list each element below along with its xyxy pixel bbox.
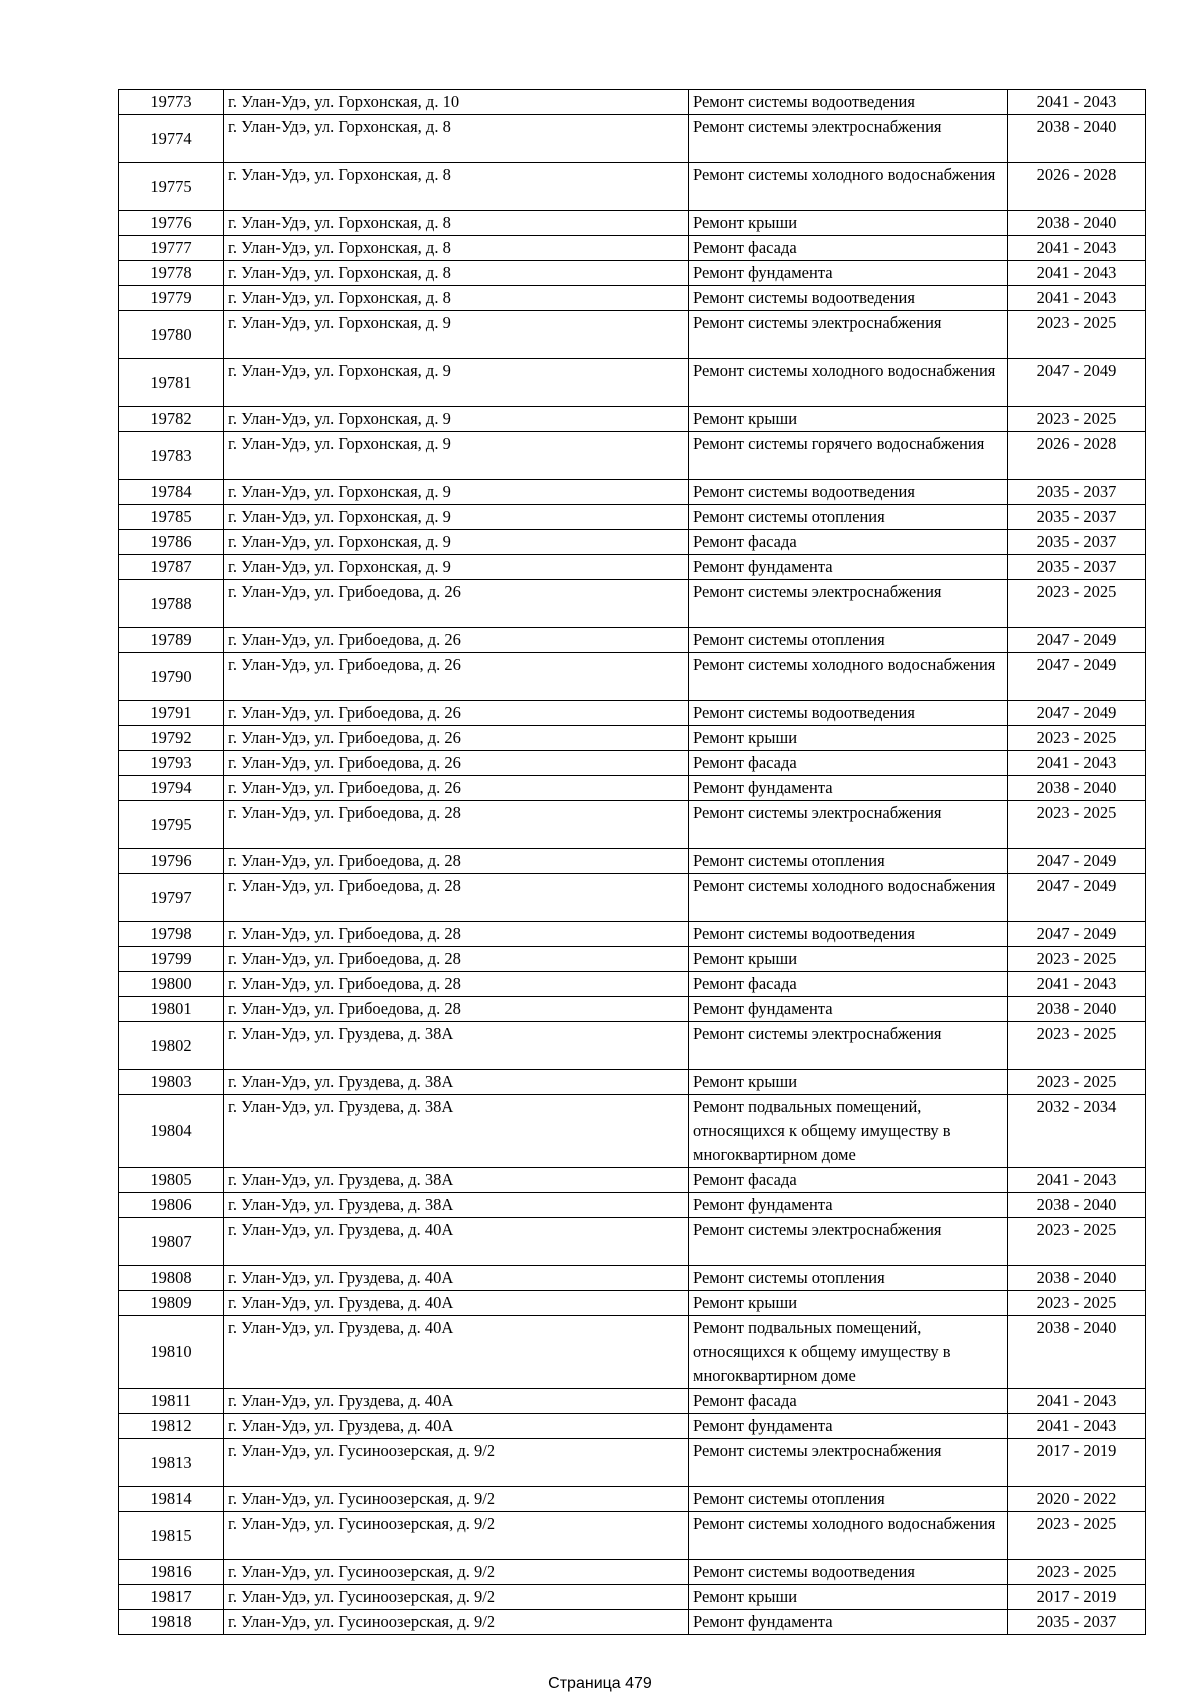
period-cell: 2035 - 2037 — [1008, 1610, 1146, 1635]
row-number: 19801 — [119, 997, 224, 1022]
work-type-cell: Ремонт системы холодного водоснабжения — [689, 1512, 1008, 1560]
period-cell: 2023 - 2025 — [1008, 1512, 1146, 1560]
address-cell: г. Улан-Удэ, ул. Гусиноозерская, д. 9/2 — [224, 1512, 689, 1560]
period-cell: 2041 - 2043 — [1008, 1389, 1146, 1414]
row-number: 19785 — [119, 505, 224, 530]
address-cell: г. Улан-Удэ, ул. Горхонская, д. 9 — [224, 311, 689, 359]
row-number: 19811 — [119, 1389, 224, 1414]
row-number: 19774 — [119, 115, 224, 163]
address-cell: г. Улан-Удэ, ул. Горхонская, д. 9 — [224, 505, 689, 530]
address-cell: г. Улан-Удэ, ул. Горхонская, д. 8 — [224, 115, 689, 163]
row-number: 19810 — [119, 1316, 224, 1389]
address-cell: г. Улан-Удэ, ул. Горхонская, д. 9 — [224, 359, 689, 407]
row-number: 19792 — [119, 726, 224, 751]
address-cell: г. Улан-Удэ, ул. Грибоедова, д. 28 — [224, 874, 689, 922]
period-cell: 2038 - 2040 — [1008, 776, 1146, 801]
address-cell: г. Улан-Удэ, ул. Горхонская, д. 8 — [224, 286, 689, 311]
period-cell: 2041 - 2043 — [1008, 90, 1146, 115]
row-number: 19789 — [119, 628, 224, 653]
row-number: 19805 — [119, 1168, 224, 1193]
address-cell: г. Улан-Удэ, ул. Горхонская, д. 9 — [224, 407, 689, 432]
row-number: 19812 — [119, 1414, 224, 1439]
table-row — [119, 505, 1146, 530]
row-number: 19807 — [119, 1218, 224, 1266]
period-cell: 2041 - 2043 — [1008, 1168, 1146, 1193]
table-row — [119, 997, 1146, 1022]
address-cell: г. Улан-Удэ, ул. Груздева, д. 38А — [224, 1168, 689, 1193]
address-cell: г. Улан-Удэ, ул. Груздева, д. 38А — [224, 1095, 689, 1168]
row-number: 19804 — [119, 1095, 224, 1168]
address-cell: г. Улан-Удэ, ул. Груздева, д. 38А — [224, 1022, 689, 1070]
work-type-cell: Ремонт крыши — [689, 211, 1008, 236]
table-row — [119, 922, 1146, 947]
repair-schedule-table — [118, 89, 1146, 1635]
address-cell: г. Улан-Удэ, ул. Горхонская, д. 9 — [224, 480, 689, 505]
address-cell: г. Улан-Удэ, ул. Горхонская, д. 8 — [224, 163, 689, 211]
period-cell: 2038 - 2040 — [1008, 115, 1146, 163]
table-row — [119, 286, 1146, 311]
period-cell: 2032 - 2034 — [1008, 1095, 1146, 1168]
work-type-cell: Ремонт системы электроснабжения — [689, 311, 1008, 359]
work-type-cell: Ремонт системы холодного водоснабжения — [689, 874, 1008, 922]
address-cell: г. Улан-Удэ, ул. Горхонская, д. 8 — [224, 236, 689, 261]
row-number: 19802 — [119, 1022, 224, 1070]
row-number: 19816 — [119, 1560, 224, 1585]
period-cell: 2047 - 2049 — [1008, 849, 1146, 874]
work-type-cell: Ремонт системы электроснабжения — [689, 115, 1008, 163]
period-cell: 2047 - 2049 — [1008, 701, 1146, 726]
table-row — [119, 751, 1146, 776]
row-number: 19796 — [119, 849, 224, 874]
address-cell: г. Улан-Удэ, ул. Горхонская, д. 9 — [224, 555, 689, 580]
address-cell: г. Улан-Удэ, ул. Гусиноозерская, д. 9/2 — [224, 1560, 689, 1585]
address-cell: г. Улан-Удэ, ул. Груздева, д. 40А — [224, 1316, 689, 1389]
table-row — [119, 432, 1146, 480]
work-type-cell: Ремонт фундамента — [689, 1414, 1008, 1439]
work-type-cell: Ремонт крыши — [689, 1585, 1008, 1610]
period-cell: 2023 - 2025 — [1008, 407, 1146, 432]
table-row — [119, 1022, 1146, 1070]
work-type-cell: Ремонт фасада — [689, 1168, 1008, 1193]
address-cell: г. Улан-Удэ, ул. Грибоедова, д. 28 — [224, 849, 689, 874]
row-number: 19777 — [119, 236, 224, 261]
table-row — [119, 947, 1146, 972]
work-type-cell: Ремонт фундамента — [689, 555, 1008, 580]
address-cell: г. Улан-Удэ, ул. Грибоедова, д. 26 — [224, 751, 689, 776]
address-cell: г. Улан-Удэ, ул. Гусиноозерская, д. 9/2 — [224, 1487, 689, 1512]
address-cell: г. Улан-Удэ, ул. Горхонская, д. 10 — [224, 90, 689, 115]
table-row — [119, 359, 1146, 407]
period-cell: 2023 - 2025 — [1008, 947, 1146, 972]
work-type-cell: Ремонт системы электроснабжения — [689, 1439, 1008, 1487]
table-row — [119, 1316, 1146, 1389]
table-row — [119, 90, 1146, 115]
row-number: 19809 — [119, 1291, 224, 1316]
address-cell: г. Улан-Удэ, ул. Груздева, д. 40А — [224, 1291, 689, 1316]
period-cell: 2041 - 2043 — [1008, 236, 1146, 261]
period-cell: 2035 - 2037 — [1008, 480, 1146, 505]
period-cell: 2026 - 2028 — [1008, 432, 1146, 480]
table-row — [119, 1193, 1146, 1218]
period-cell: 2047 - 2049 — [1008, 628, 1146, 653]
address-cell: г. Улан-Удэ, ул. Грибоедова, д. 28 — [224, 997, 689, 1022]
table-row — [119, 115, 1146, 163]
row-number: 19780 — [119, 311, 224, 359]
table-row — [119, 849, 1146, 874]
row-number: 19813 — [119, 1439, 224, 1487]
work-type-cell: Ремонт системы отопления — [689, 505, 1008, 530]
period-cell: 2023 - 2025 — [1008, 1022, 1146, 1070]
period-cell: 2023 - 2025 — [1008, 726, 1146, 751]
table-row — [119, 311, 1146, 359]
address-cell: г. Улан-Удэ, ул. Грибоедова, д. 28 — [224, 801, 689, 849]
address-cell: г. Улан-Удэ, ул. Грибоедова, д. 26 — [224, 653, 689, 701]
period-cell: 2047 - 2049 — [1008, 922, 1146, 947]
work-type-cell: Ремонт системы отопления — [689, 849, 1008, 874]
work-type-cell: Ремонт фасада — [689, 530, 1008, 555]
period-cell: 2023 - 2025 — [1008, 1291, 1146, 1316]
period-cell: 2023 - 2025 — [1008, 311, 1146, 359]
period-cell: 2023 - 2025 — [1008, 1560, 1146, 1585]
period-cell: 2041 - 2043 — [1008, 286, 1146, 311]
row-number: 19817 — [119, 1585, 224, 1610]
address-cell: г. Улан-Удэ, ул. Гусиноозерская, д. 9/2 — [224, 1439, 689, 1487]
address-cell: г. Улан-Удэ, ул. Горхонская, д. 9 — [224, 530, 689, 555]
period-cell: 2038 - 2040 — [1008, 1266, 1146, 1291]
row-number: 19787 — [119, 555, 224, 580]
row-number: 19800 — [119, 972, 224, 997]
table-body — [119, 90, 1146, 1635]
work-type-cell: Ремонт системы водоотведения — [689, 701, 1008, 726]
address-cell: г. Улан-Удэ, ул. Грибоедова, д. 28 — [224, 922, 689, 947]
row-number: 19794 — [119, 776, 224, 801]
work-type-cell: Ремонт системы электроснабжения — [689, 1218, 1008, 1266]
work-type-cell: Ремонт крыши — [689, 407, 1008, 432]
address-cell: г. Улан-Удэ, ул. Грибоедова, д. 28 — [224, 972, 689, 997]
work-type-cell: Ремонт фундамента — [689, 1193, 1008, 1218]
table-row — [119, 628, 1146, 653]
work-type-cell: Ремонт системы холодного водоснабжения — [689, 359, 1008, 407]
row-number: 19773 — [119, 90, 224, 115]
work-type-cell: Ремонт фасада — [689, 236, 1008, 261]
work-type-cell: Ремонт системы горячего водоснабжения — [689, 432, 1008, 480]
table-row — [119, 1414, 1146, 1439]
table-row — [119, 580, 1146, 628]
table-row — [119, 701, 1146, 726]
period-cell: 2041 - 2043 — [1008, 751, 1146, 776]
table-row — [119, 555, 1146, 580]
row-number: 19808 — [119, 1266, 224, 1291]
table-row — [119, 1610, 1146, 1635]
row-number: 19776 — [119, 211, 224, 236]
page-number: Страница 479 — [548, 1675, 652, 1692]
period-cell: 2017 - 2019 — [1008, 1439, 1146, 1487]
table-row — [119, 1218, 1146, 1266]
period-cell: 2047 - 2049 — [1008, 653, 1146, 701]
row-number: 19818 — [119, 1610, 224, 1635]
table-row — [119, 163, 1146, 211]
work-type-cell: Ремонт фундамента — [689, 776, 1008, 801]
address-cell: г. Улан-Удэ, ул. Грибоедова, д. 26 — [224, 701, 689, 726]
work-type-cell: Ремонт системы электроснабжения — [689, 801, 1008, 849]
row-number: 19784 — [119, 480, 224, 505]
table-row — [119, 261, 1146, 286]
row-number: 19795 — [119, 801, 224, 849]
address-cell: г. Улан-Удэ, ул. Груздева, д. 40А — [224, 1266, 689, 1291]
period-cell: 2041 - 2043 — [1008, 261, 1146, 286]
work-type-cell: Ремонт фундамента — [689, 1610, 1008, 1635]
table-row — [119, 1560, 1146, 1585]
table-row — [119, 1291, 1146, 1316]
period-cell: 2038 - 2040 — [1008, 1316, 1146, 1389]
period-cell: 2038 - 2040 — [1008, 997, 1146, 1022]
table-row — [119, 1095, 1146, 1168]
row-number: 19793 — [119, 751, 224, 776]
work-type-cell: Ремонт крыши — [689, 1291, 1008, 1316]
table-row — [119, 211, 1146, 236]
table-row — [119, 1389, 1146, 1414]
period-cell: 2026 - 2028 — [1008, 163, 1146, 211]
address-cell: г. Улан-Удэ, ул. Груздева, д. 40А — [224, 1389, 689, 1414]
table-row — [119, 236, 1146, 261]
work-type-cell: Ремонт системы водоотведения — [689, 922, 1008, 947]
row-number: 19806 — [119, 1193, 224, 1218]
row-number: 19790 — [119, 653, 224, 701]
period-cell: 2023 - 2025 — [1008, 580, 1146, 628]
table-row — [119, 530, 1146, 555]
row-number: 19775 — [119, 163, 224, 211]
work-type-cell: Ремонт системы водоотведения — [689, 480, 1008, 505]
row-number: 19797 — [119, 874, 224, 922]
work-type-cell: Ремонт системы отопления — [689, 1487, 1008, 1512]
work-type-cell: Ремонт системы электроснабжения — [689, 1022, 1008, 1070]
work-type-cell: Ремонт фундамента — [689, 261, 1008, 286]
work-type-cell: Ремонт системы водоотведения — [689, 286, 1008, 311]
work-type-cell: Ремонт подвальных помещений, относящихся к общему имуществу в многоквартирном доме — [689, 1316, 1008, 1389]
table-row — [119, 407, 1146, 432]
table-row — [119, 1070, 1146, 1095]
address-cell: г. Улан-Удэ, ул. Горхонская, д. 8 — [224, 261, 689, 286]
period-cell: 2035 - 2037 — [1008, 530, 1146, 555]
row-number: 19782 — [119, 407, 224, 432]
address-cell: г. Улан-Удэ, ул. Груздева, д. 40А — [224, 1414, 689, 1439]
table-row — [119, 1487, 1146, 1512]
row-number: 19799 — [119, 947, 224, 972]
table-row — [119, 653, 1146, 701]
table-row — [119, 726, 1146, 751]
table-row — [119, 776, 1146, 801]
address-cell: г. Улан-Удэ, ул. Грибоедова, д. 26 — [224, 776, 689, 801]
work-type-cell: Ремонт системы электроснабжения — [689, 580, 1008, 628]
row-number: 19788 — [119, 580, 224, 628]
work-type-cell: Ремонт системы водоотведения — [689, 90, 1008, 115]
period-cell: 2020 - 2022 — [1008, 1487, 1146, 1512]
table-row — [119, 1439, 1146, 1487]
period-cell: 2038 - 2040 — [1008, 1193, 1146, 1218]
period-cell: 2047 - 2049 — [1008, 359, 1146, 407]
table-row — [119, 972, 1146, 997]
work-type-cell: Ремонт фундамента — [689, 997, 1008, 1022]
period-cell: 2017 - 2019 — [1008, 1585, 1146, 1610]
table-row — [119, 874, 1146, 922]
period-cell: 2047 - 2049 — [1008, 874, 1146, 922]
row-number: 19783 — [119, 432, 224, 480]
address-cell: г. Улан-Удэ, ул. Гусиноозерская, д. 9/2 — [224, 1610, 689, 1635]
address-cell: г. Улан-Удэ, ул. Грибоедова, д. 26 — [224, 628, 689, 653]
work-type-cell: Ремонт фасада — [689, 751, 1008, 776]
row-number: 19814 — [119, 1487, 224, 1512]
address-cell: г. Улан-Удэ, ул. Груздева, д. 40А — [224, 1218, 689, 1266]
period-cell: 2035 - 2037 — [1008, 555, 1146, 580]
work-type-cell: Ремонт системы холодного водоснабжения — [689, 163, 1008, 211]
period-cell: 2041 - 2043 — [1008, 972, 1146, 997]
period-cell: 2023 - 2025 — [1008, 1218, 1146, 1266]
period-cell: 2023 - 2025 — [1008, 1070, 1146, 1095]
work-type-cell: Ремонт крыши — [689, 947, 1008, 972]
row-number: 19778 — [119, 261, 224, 286]
table-row — [119, 1512, 1146, 1560]
row-number: 19786 — [119, 530, 224, 555]
table-row — [119, 1168, 1146, 1193]
period-cell: 2038 - 2040 — [1008, 211, 1146, 236]
address-cell: г. Улан-Удэ, ул. Гусиноозерская, д. 9/2 — [224, 1585, 689, 1610]
work-type-cell: Ремонт крыши — [689, 726, 1008, 751]
address-cell: г. Улан-Удэ, ул. Груздева, д. 38А — [224, 1193, 689, 1218]
row-number: 19779 — [119, 286, 224, 311]
table-row — [119, 1266, 1146, 1291]
address-cell: г. Улан-Удэ, ул. Грибоедова, д. 26 — [224, 580, 689, 628]
row-number: 19803 — [119, 1070, 224, 1095]
address-cell: г. Улан-Удэ, ул. Горхонская, д. 8 — [224, 211, 689, 236]
row-number: 19798 — [119, 922, 224, 947]
table-row — [119, 480, 1146, 505]
period-cell: 2035 - 2037 — [1008, 505, 1146, 530]
table-row — [119, 1585, 1146, 1610]
row-number: 19815 — [119, 1512, 224, 1560]
work-type-cell: Ремонт системы холодного водоснабжения — [689, 653, 1008, 701]
table-row — [119, 801, 1146, 849]
work-type-cell: Ремонт системы отопления — [689, 628, 1008, 653]
work-type-cell: Ремонт фасада — [689, 972, 1008, 997]
address-cell: г. Улан-Удэ, ул. Груздева, д. 38А — [224, 1070, 689, 1095]
address-cell: г. Улан-Удэ, ул. Грибоедова, д. 26 — [224, 726, 689, 751]
period-cell: 2041 - 2043 — [1008, 1414, 1146, 1439]
row-number: 19791 — [119, 701, 224, 726]
address-cell: г. Улан-Удэ, ул. Горхонская, д. 9 — [224, 432, 689, 480]
work-type-cell: Ремонт подвальных помещений, относящихся к общему имуществу в многоквартирном доме — [689, 1095, 1008, 1168]
work-type-cell: Ремонт системы водоотведения — [689, 1560, 1008, 1585]
work-type-cell: Ремонт фасада — [689, 1389, 1008, 1414]
work-type-cell: Ремонт крыши — [689, 1070, 1008, 1095]
period-cell: 2023 - 2025 — [1008, 801, 1146, 849]
address-cell: г. Улан-Удэ, ул. Грибоедова, д. 28 — [224, 947, 689, 972]
work-type-cell: Ремонт системы отопления — [689, 1266, 1008, 1291]
row-number: 19781 — [119, 359, 224, 407]
